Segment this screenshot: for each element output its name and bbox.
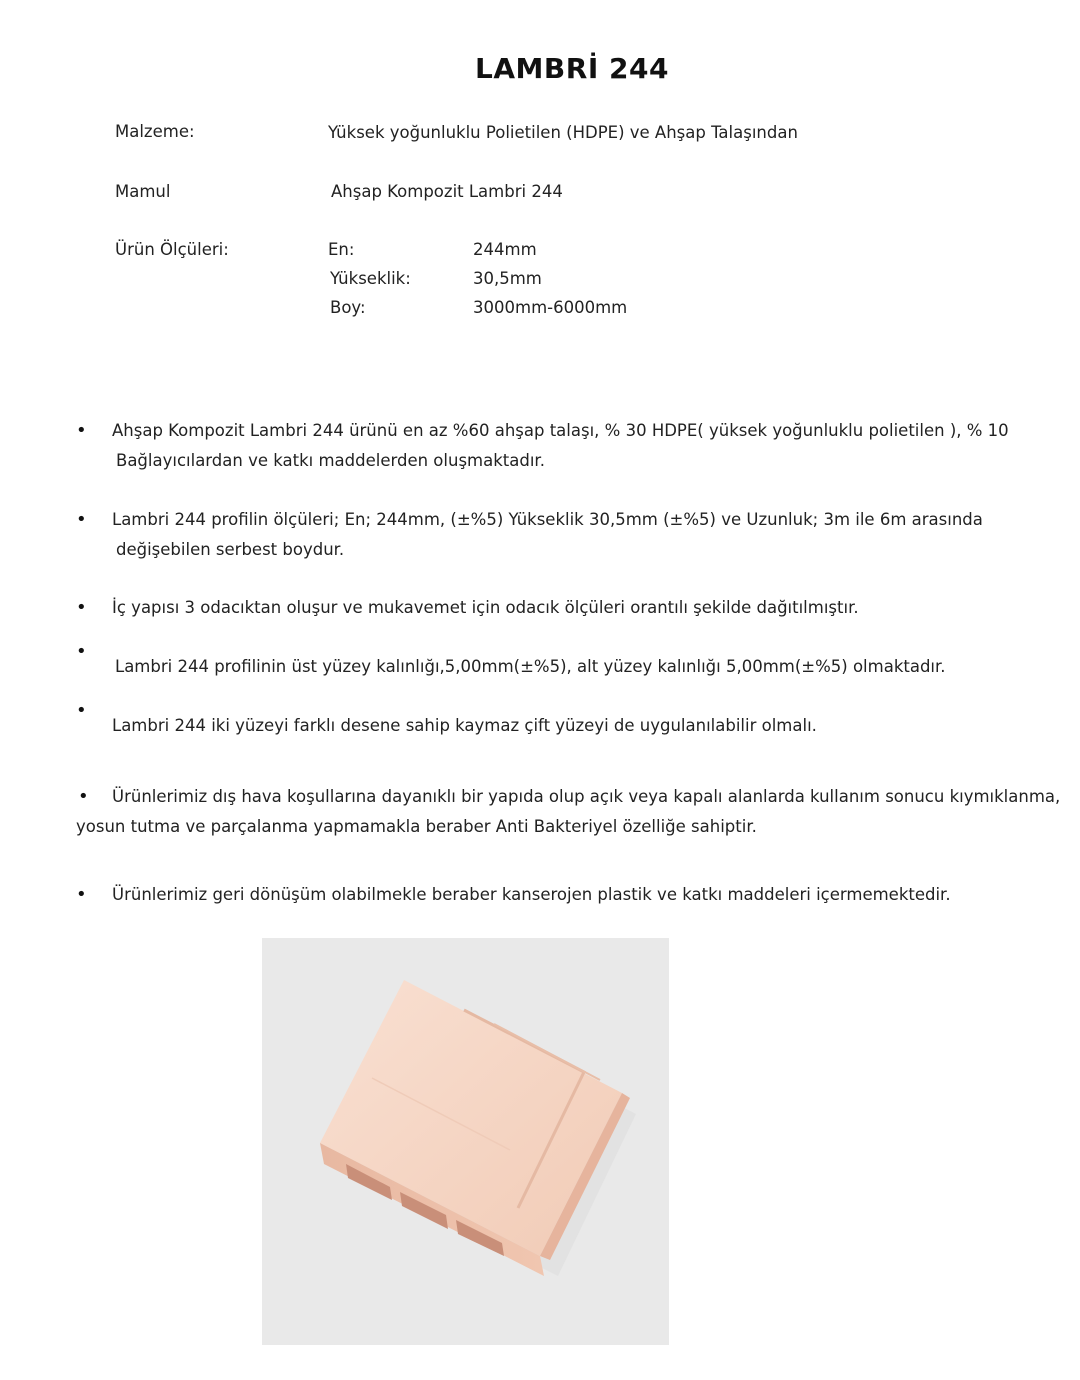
dimensions-label: Ürün Ölçüleri: bbox=[115, 240, 229, 259]
bullet-dot: • bbox=[76, 509, 87, 530]
wpc-panel-illustration bbox=[262, 938, 669, 1345]
product-image bbox=[262, 938, 669, 1345]
list-item-text: Ahşap Kompozit Lambri 244 ürünü en az %60 ahşap talaşı, % 30 HDPE( yüksek yoğunluklu polietilen ), % 10 bbox=[112, 421, 1009, 440]
dim-length-value: 3000mm-6000mm bbox=[473, 298, 628, 317]
list-item-text: Lambri 244 profilin ölçüleri; En; 244mm, (±%5) Yükseklik 30,5mm (±%5) ve Uzunluk; 3m ile 6m arasında bbox=[112, 510, 983, 529]
bullet-dot: • bbox=[76, 597, 87, 618]
list-item-text: Ürünlerimiz geri dönüşüm olabilmekle beraber kanserojen plastik ve katkı maddeleri içermemektedir. bbox=[112, 885, 951, 904]
bullet-dot: • bbox=[76, 700, 87, 721]
list-item-text: Lambri 244 iki yüzeyi farklı desene sahip kaymaz çift yüzeyi de uygulanılabilir olmalı. bbox=[112, 716, 817, 735]
list-item-text: Lambri 244 profilinin üst yüzey kalınlığı,5,00mm(±%5), alt yüzey kalınlığı 5,00mm(±%5) olmaktadır. bbox=[115, 657, 946, 676]
product-value: Ahşap Kompozit Lambri 244 bbox=[331, 182, 563, 201]
dim-length-label: Boy: bbox=[330, 298, 366, 317]
list-item-text: yosun tutma ve parçalanma yapmamakla beraber Anti Bakteriyel özelliğe sahiptir. bbox=[76, 817, 757, 836]
list-item-text: İç yapısı 3 odacıktan oluşur ve mukavemet için odacık ölçüleri orantılı şekilde dağıtılmıştır. bbox=[112, 598, 859, 617]
material-label: Malzeme: bbox=[115, 122, 195, 141]
material-value: Yüksek yoğunluklu Polietilen (HDPE) ve Ahşap Talaşından bbox=[328, 123, 798, 142]
bullet-dot: • bbox=[76, 884, 87, 905]
bullet-dot: • bbox=[76, 641, 87, 662]
bullet-dot: • bbox=[78, 786, 89, 807]
list-item-text: Bağlayıcılardan ve katkı maddelerden oluşmaktadır. bbox=[116, 451, 545, 470]
bullet-dot: • bbox=[76, 420, 87, 441]
list-item-text: Ürünlerimiz dış hava koşullarına dayanıklı bir yapıda olup açık veya kapalı alanlarda kullanım sonucu kıymıklanma, bbox=[112, 787, 1061, 806]
product-label: Mamul bbox=[115, 182, 171, 201]
dim-width-label: En: bbox=[328, 240, 355, 259]
dim-width-value: 244mm bbox=[473, 240, 537, 259]
page-title: LAMBRİ 244 bbox=[475, 52, 669, 85]
list-item-text: değişebilen serbest boydur. bbox=[116, 540, 345, 559]
dim-height-value: 30,5mm bbox=[473, 269, 542, 288]
dim-height-label: Yükseklik: bbox=[330, 269, 411, 288]
